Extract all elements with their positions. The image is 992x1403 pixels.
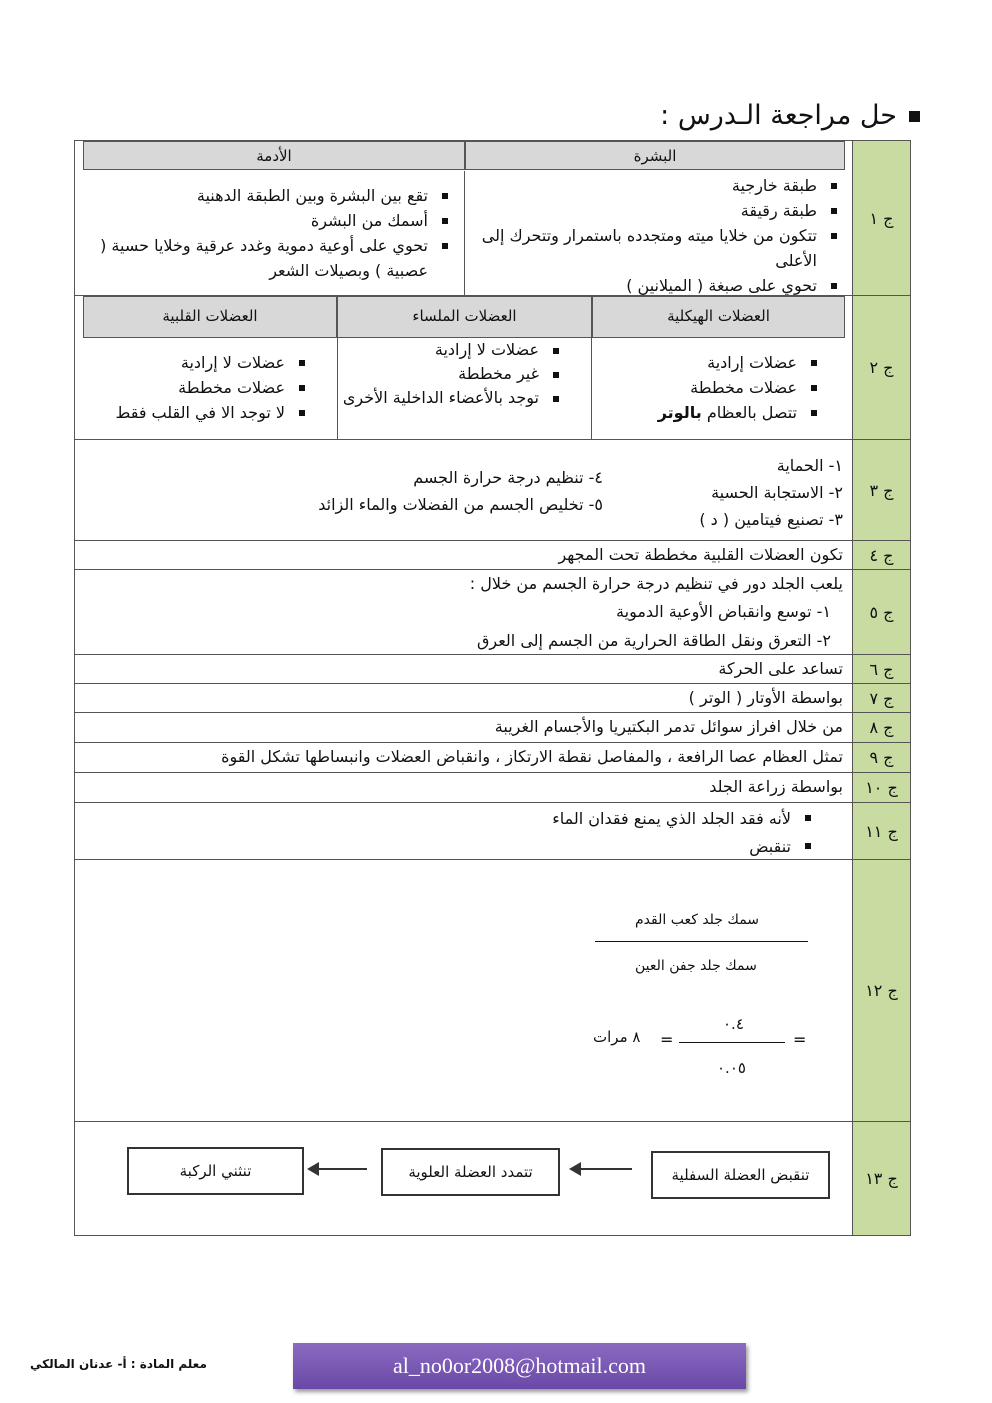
list-item: ٣- تصنيع فيتامين ( د ) — [699, 510, 843, 529]
answer-text: يلعب الجلد دور في تنظيم درجة حرارة الجسم من خلال : — [469, 574, 843, 593]
list-item: ٥- تخليص الجسم من الفضلات والماء الزائد — [318, 495, 603, 514]
answer-row-10 — [74, 772, 911, 803]
list-item: ٤- تنظيم درجة حرارة الجسم — [413, 468, 603, 487]
answer-text: بواسطة زراعة الجلد — [709, 777, 843, 796]
row-label: ج ٩ — [852, 743, 910, 772]
list-item: طبقة رقيقة — [463, 198, 839, 223]
header-cardiac: العضلات القلبية — [83, 296, 337, 338]
row-label: ج ١ — [852, 141, 910, 295]
flow-box-1: تنقبض العضلة السفلية — [651, 1151, 830, 1199]
list-item: لأنه فقد الجلد الذي يمنع فقدان الماء — [75, 805, 813, 833]
fraction-line — [595, 941, 808, 942]
answer-text: تكون العضلات القلبية مخططة تحت المجهر — [558, 545, 843, 564]
page-title: حل مراجعة الـدرس : — [660, 100, 920, 131]
row-label: ج ٣ — [852, 440, 910, 540]
answer-row-12 — [74, 859, 911, 1122]
list-item: لا توجد الا في القلب فقط — [83, 400, 307, 425]
row-label: ج ٨ — [852, 713, 910, 742]
fraction-line — [679, 1042, 785, 1043]
answer-row-9 — [74, 742, 911, 773]
bullet-icon — [909, 111, 920, 122]
numerator-value: ٠.٤ — [723, 1015, 744, 1033]
answer-row-8 — [74, 712, 911, 743]
answer-text: تساعد على الحركة — [718, 659, 843, 678]
header-skeletal: العضلات الهيكلية — [592, 296, 845, 338]
denominator-value: ٠.٠٥ — [717, 1059, 746, 1077]
row-label: ج ١٠ — [852, 773, 910, 802]
row-label: ج ٤ — [852, 541, 910, 569]
list-item: توجد بالأعضاء الداخلية الأخرى — [338, 386, 561, 410]
header-dermis: الأدمة — [83, 141, 465, 170]
list-item: ١- الحماية — [776, 456, 843, 475]
list-item: غير مخططة — [338, 362, 561, 386]
row-label: ج ١٢ — [852, 860, 910, 1121]
header-smooth: العضلات الملساء — [337, 296, 592, 338]
arrow-left-icon — [571, 1168, 632, 1170]
answer-row-7 — [74, 683, 911, 713]
list-item: عضلات مخططة — [592, 375, 819, 400]
answer-row-1 — [74, 140, 911, 296]
list-item: تتصل بالعظام بالوتر — [592, 400, 819, 425]
equals-sign: = — [793, 1030, 807, 1049]
answer-row-11 — [74, 802, 911, 860]
list-item: عضلات لا إرادية — [83, 350, 307, 375]
row-label: ج ١١ — [852, 803, 910, 859]
list-item: عضلات إرادية — [592, 350, 819, 375]
equals-sign: = — [660, 1030, 674, 1049]
list-item: تنقبض — [75, 833, 813, 861]
row-label: ج ١٣ — [852, 1122, 910, 1235]
numerator-text: سمك جلد كعب القدم — [635, 912, 760, 928]
list-item: تحوي على أوعية دموية وغدد عرقية وخلايا حسية ( عصبية ) وبصيلات الشعر — [75, 233, 450, 283]
list-item: ٢- التعرق ونقل الطاقة الحرارية من الجسم إلى العرق — [476, 631, 831, 650]
answer-row-3 — [74, 439, 911, 541]
list-item: تتكون من خلايا ميته ومتجدده باستمرار وتتحرك إلى الأعلى — [463, 223, 839, 273]
answer-row-6 — [74, 654, 911, 684]
list-item: أسمك من البشرة — [75, 208, 450, 233]
list-item: عضلات لا إرادية — [338, 338, 561, 362]
list-item: تحوي على صبغة ( الميلانين ) — [463, 273, 839, 298]
answer-row-13 — [74, 1121, 911, 1236]
arrow-left-icon — [309, 1168, 367, 1170]
row-label: ج ٦ — [852, 655, 910, 683]
answer-text: تمثل العظام عصا الرافعة ، والمفاصل نقطة الارتكاز ، وانقباض العضلات وانبساطها تشكل القوة — [221, 747, 843, 766]
answer-row-4 — [74, 540, 911, 570]
answer-text: من خلال افراز سوائل تدمر البكتيريا والأجسام الغريبة — [494, 717, 843, 736]
flow-box-2: تتمدد العضلة العلوية — [381, 1148, 560, 1196]
answer-row-2 — [74, 295, 911, 440]
result-text: ٨ مرات — [593, 1028, 641, 1046]
list-item: طبقة خارجية — [463, 173, 839, 198]
row-label: ج ٧ — [852, 684, 910, 712]
list-item: تقع بين البشرة وبين الطبقة الدهنية — [75, 183, 450, 208]
denominator-text: سمك جلد جفن العين — [635, 958, 757, 974]
answer-text: بواسطة الأوتار ( الوتر ) — [688, 688, 843, 707]
list-item: ٢- الاستجابة الحسية — [711, 483, 843, 502]
list-item: عضلات مخططة — [83, 375, 307, 400]
flow-box-3: تنثني الركبة — [127, 1147, 304, 1195]
teacher-name: معلم المادة : أ- عدنان المالكي — [30, 1357, 207, 1371]
email-banner: al_no0or2008@hotmail.com — [293, 1343, 746, 1389]
row-label: ج ٥ — [852, 570, 910, 654]
header-skin: البشرة — [465, 141, 845, 170]
list-item: ١- توسع وانقباض الأوعية الدموية — [616, 602, 831, 621]
row-label: ج ٢ — [852, 296, 910, 439]
answer-row-5 — [74, 569, 911, 655]
